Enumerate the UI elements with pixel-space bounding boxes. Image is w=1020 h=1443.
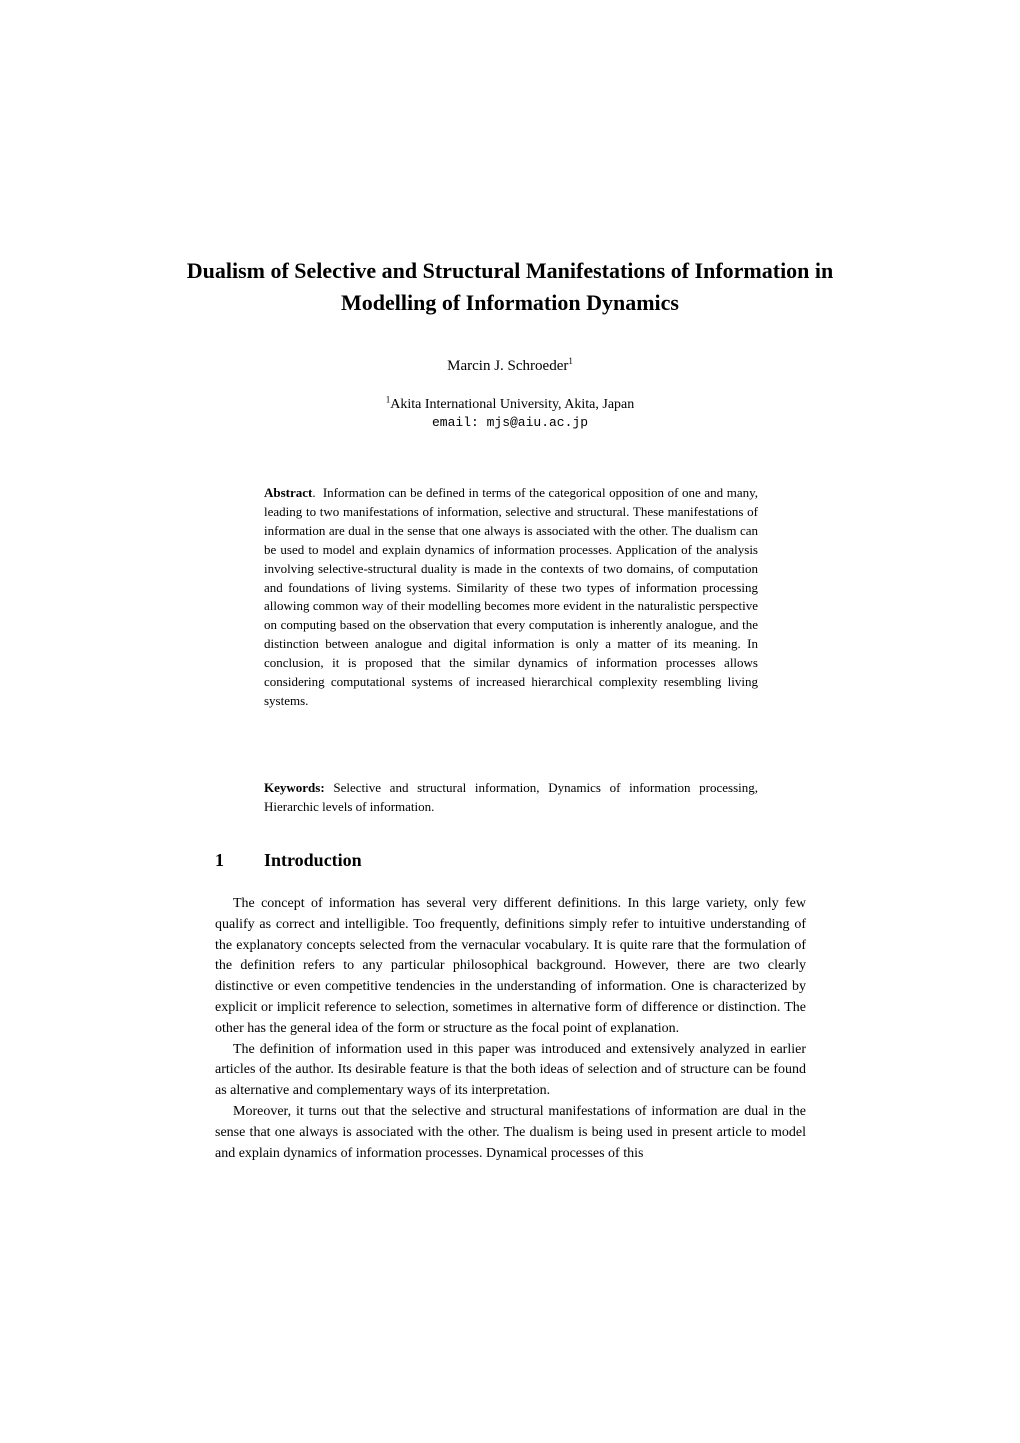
paper-title: Dualism of Selective and Structural Manifestations of Information in Modelling of Information Dynamics (186, 258, 834, 315)
abstract-text: Information can be defined in terms of the categorical opposition of one and many, leading to two manifestations of information, selective and structural. These manifestations of information are dual in the sense that one always is associated with the other. The dualism can be used to model and explain dynamics of information processes. Application of the analysis involving selective-structural duality is made in the contexts of two domains, of computation and foundations of living systems. Similarity of these two types of information processing allowing common way of their modelling becomes more evident in the naturalistic perspective on computing based on the observation that every computation is inherently analogue, and the distinction between analogue and digital information is only a matter of its meaning. In conclusion, it is proposed that the similar dynamics of information processes allows considering computational systems of increased hierarchical complexity resembling living systems. (264, 485, 759, 708)
affiliation-superscript: 1 (385, 394, 391, 405)
abstract: Abstract. Information can be defined in terms of the categorical opposition of one and many, leading to two manifestations of information, selective and structural. These manifestations of information are dual in the sense that one always is associated with the other. The dualism can be used to model and explain dynamics of information processes. Application of the analysis involving selective-structural duality is made in the contexts of two domains, of computation and foundations of living systems. Similarity of these two types of information processing allowing common way of their modelling becomes more evident in the naturalistic perspective on computing based on the observation that every computation is inherently analogue, and the distinction between analogue and digital information is only a matter of its meaning. In conclusion, it is proposed that the similar dynamics of information processes allows considering computational systems of increased hierarchical complexity resembling living systems. (264, 485, 759, 708)
paragraph: Moreover, it turns out that the selective and structural manifestations of information are dual in the sense that one always is associated with the other. The dualism is being used in present article to model and explain dynamics of information processes. Dynamical processes of this (215, 1103, 806, 1161)
affiliation-line (0, 396, 1020, 413)
author-email: email: mjs@aiu.ac.jp (431, 415, 589, 430)
abstract-label: Abstract (264, 485, 313, 500)
section-body (215, 894, 806, 1164)
paragraph: The definition of information used in this paper was introduced and extensively analyzed in earlier articles of the author. Its desirable feature is that the both ideas of selection and of structure can be found as alternative and complementary ways of its interpretation. (215, 1041, 806, 1099)
paragraph: The concept of information has several very different definitions. In this large variety, only few qualify as correct and intelligible. Too frequently, definitions simply refer to intuitive understanding of the explanatory concepts selected from the vernacular vocabulary. It is quite rare that the formulation of the definition refers to any particular philosophical background. However, there are two clearly distinctive or even competitive tendencies in the understanding of information. One is characterized by explicit or implicit reference to selection, sometimes in alternative form of difference or distinction. The other has the general idea of the form or structure as the focal point of explanation. (215, 896, 806, 1036)
affiliation: Akita International University, Akita, Japan (390, 397, 635, 412)
author-name: Marcin J. Schroeder (447, 358, 569, 374)
keywords (264, 779, 758, 817)
keywords-text: Selective and structural information, Dynamics of information processing, Hierarchic levels of information. (264, 780, 759, 814)
author-superscript: 1 (568, 356, 573, 366)
keywords-label: Keywords: (264, 780, 325, 795)
section-title: Introduction (264, 850, 362, 870)
section-heading (215, 848, 362, 872)
section-number: 1 (215, 850, 224, 870)
author-line (0, 356, 1020, 376)
